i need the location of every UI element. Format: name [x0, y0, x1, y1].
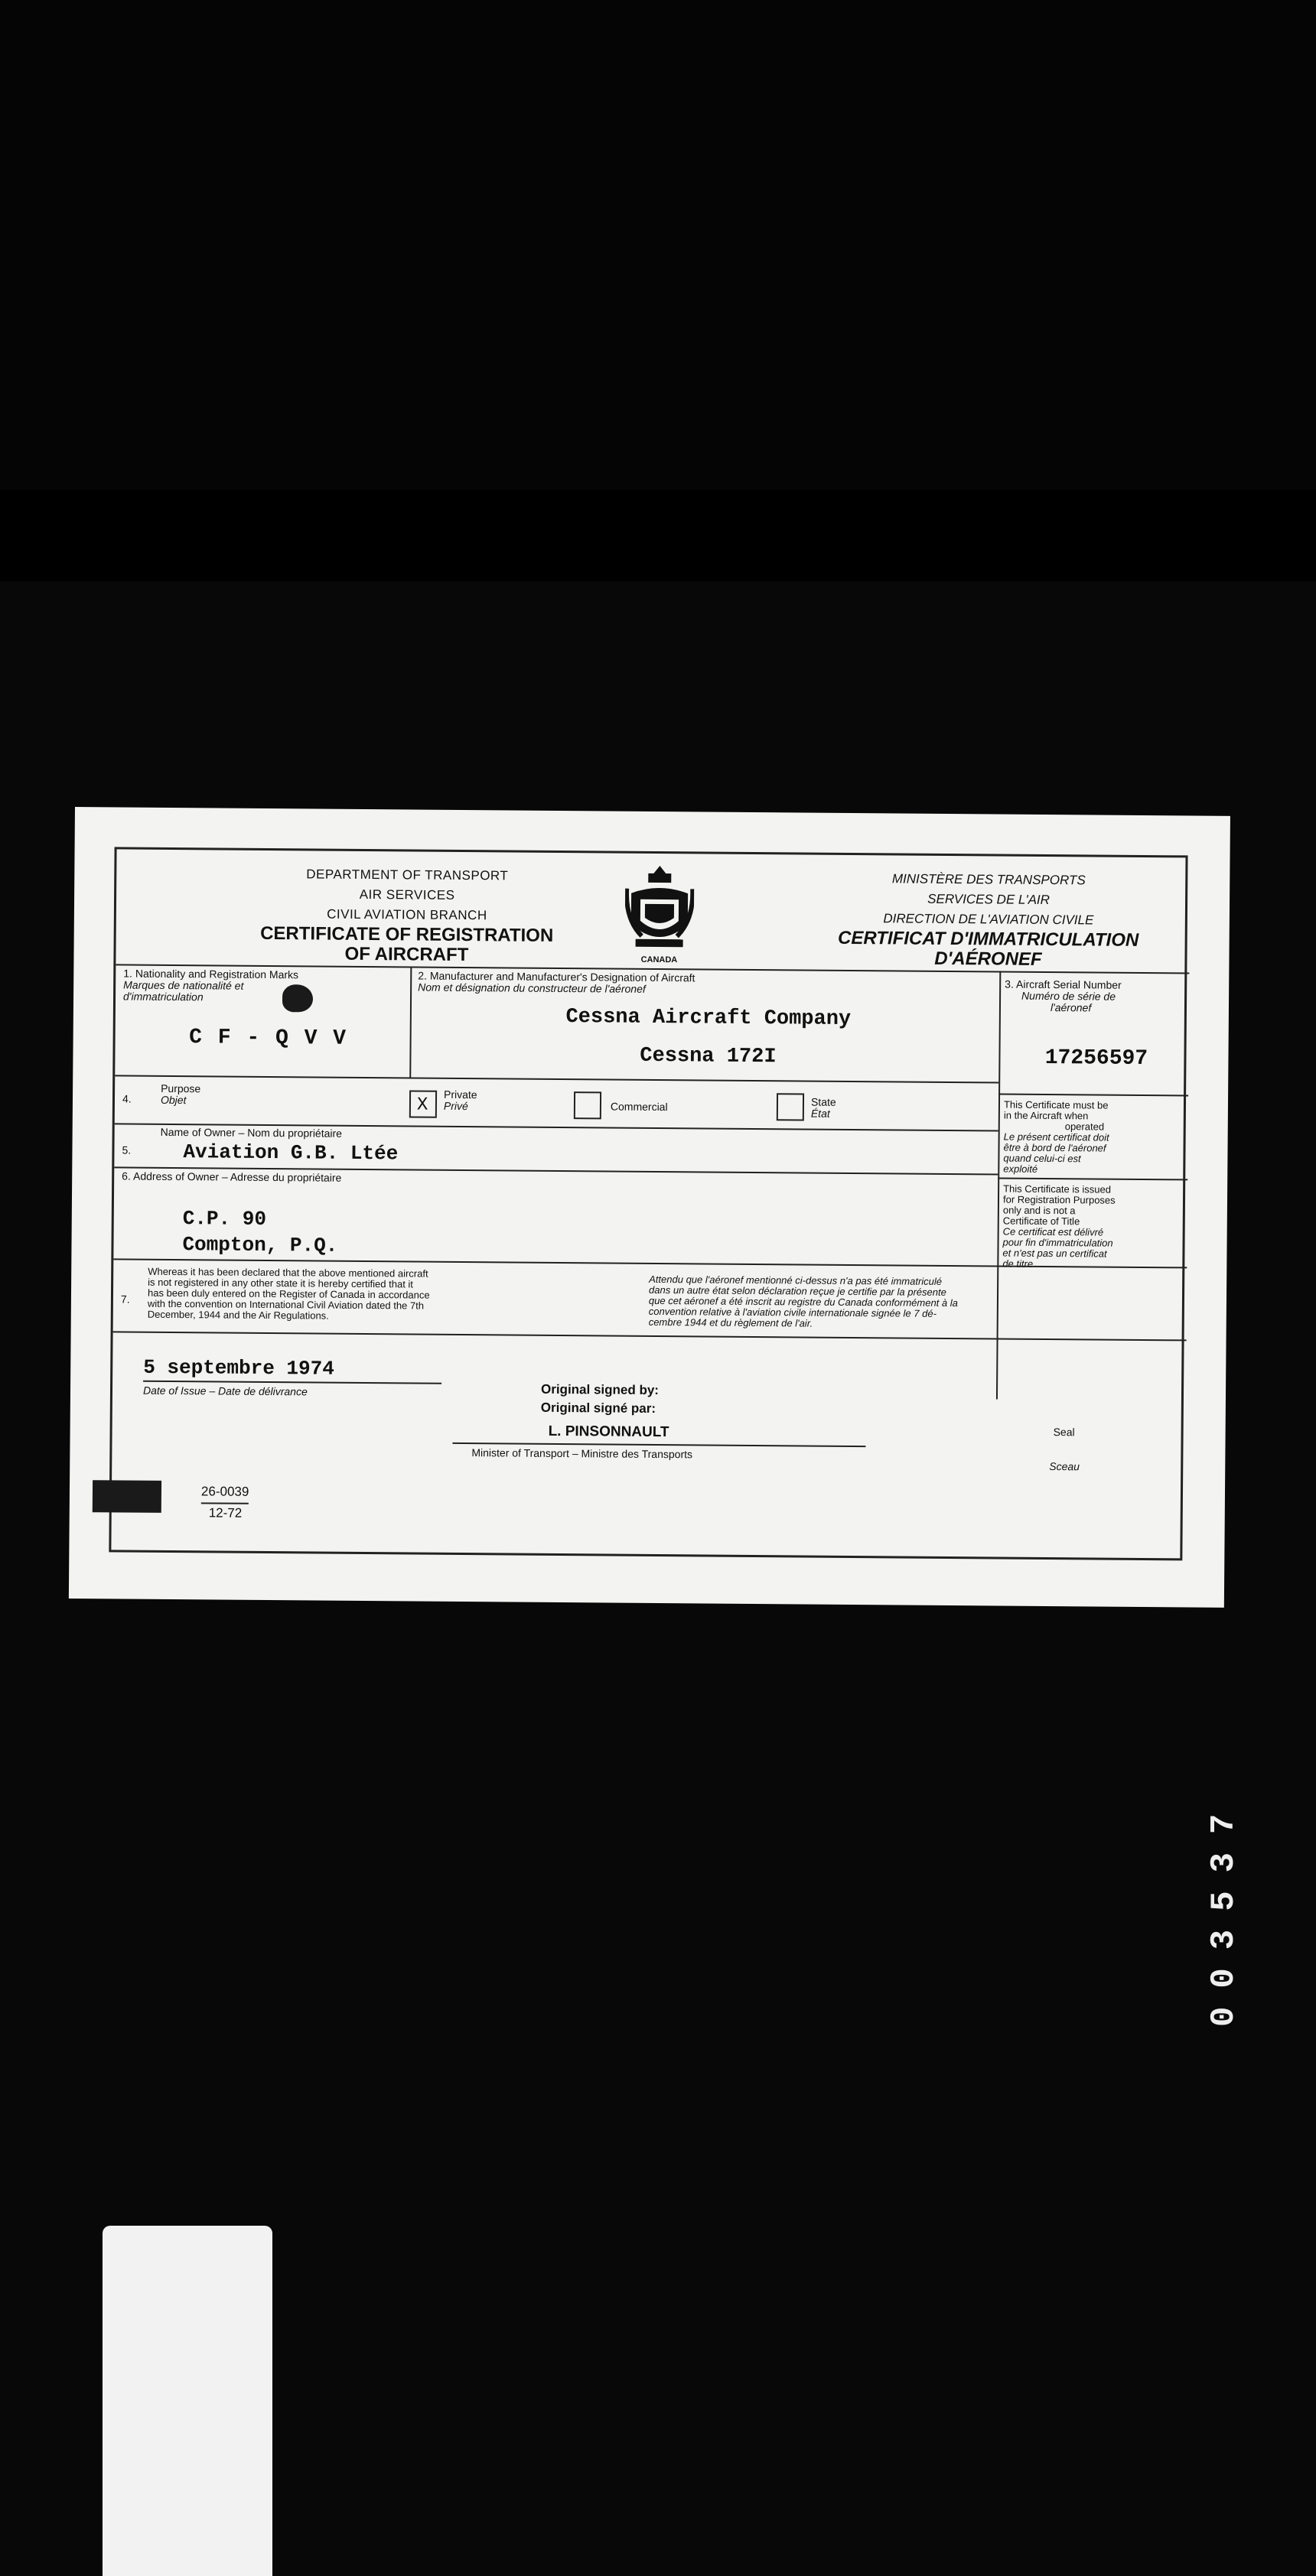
notice2-en-3: only and is not a: [1002, 1204, 1076, 1217]
notice2-en-2: for Registration Purposes: [1002, 1193, 1116, 1206]
declaration-en-2: is not registered in any other state it is hereby certified that it: [148, 1276, 414, 1290]
coat-of-arms-icon: [625, 863, 695, 955]
original-signed: [541, 1381, 659, 1418]
private-label-en: Private: [444, 1088, 477, 1101]
commercial-checkbox[interactable]: [574, 1091, 601, 1119]
notice1-fr-4: exploité: [1003, 1163, 1038, 1175]
field1-label-fr-2: d'immatriculation: [122, 990, 204, 1003]
minister-label: Minister of Transport – Ministre des Transports: [471, 1446, 693, 1461]
notice1-fr-1: Le présent certificat doit: [1003, 1130, 1109, 1143]
notice2-fr-2: pour fin d'immatriculation: [1002, 1236, 1113, 1249]
aircraft-model-value: Cessna 172I: [640, 1044, 777, 1069]
field4-label: [161, 1083, 200, 1106]
row-divider-notice1: [998, 1093, 1188, 1096]
redaction-block: [93, 1480, 161, 1513]
owner-address-line-1: C.P. 90: [182, 1207, 267, 1231]
en-branch: CIVIL AVIATION BRANCH: [327, 906, 487, 923]
field3-label-en: Aircraft Serial Number: [1015, 977, 1122, 991]
private-label: [444, 1089, 477, 1112]
notice-not-title: [1002, 1184, 1183, 1271]
notice1-fr-2: être à bord de l'aéronef: [1003, 1141, 1106, 1154]
col-divider-right: [996, 971, 1001, 1399]
film-frame-number: 003537: [1205, 1795, 1243, 2027]
fr-title-line-2: D'AÉRONEF: [934, 948, 1042, 970]
field2-label-en: Manufacturer and Manufacturer's Designation of Aircraft: [429, 969, 695, 984]
film-leader-block: [103, 2226, 272, 2576]
registration-certificate: [69, 807, 1230, 1608]
notice1-en-2: in the Aircraft when: [1003, 1109, 1089, 1122]
signer-name: L. PINSONNAULT: [548, 1423, 669, 1441]
declaration-en-3: has been duly entered on the Register of Canada in accordance: [147, 1286, 430, 1301]
declaration-en-4: with the convention on International Civil Aviation dated the 7th: [147, 1297, 425, 1312]
fr-department: MINISTÈRE DES TRANSPORTS: [891, 871, 1086, 888]
en-title-line-2: OF AIRCRAFT: [344, 943, 469, 966]
fr-branch: DIRECTION DE L'AVIATION CIVILE: [883, 911, 1094, 928]
notice1-en-3: operated: [1064, 1120, 1105, 1133]
field2-number: 2.: [418, 969, 428, 982]
seal-label-fr: Sceau: [1049, 1460, 1080, 1473]
declaration-english: [148, 1267, 623, 1324]
notice2-fr-1: Ce certificat est délivré: [1002, 1225, 1104, 1238]
private-checkbox[interactable]: [409, 1090, 437, 1117]
state-label-en: State: [810, 1095, 836, 1108]
declaration-fr-1: Attendu que l'aéronef mentionné ci-dessus n'a pas été immatriculé: [649, 1273, 943, 1287]
issue-date-label: Date of Issue – Date de délivrance: [142, 1384, 308, 1398]
field3-label-fr-2: l'aéronef: [1050, 1001, 1092, 1014]
film-band-upper: [0, 0, 1316, 490]
declaration-fr-2: dans un autre état selon déclaration reçue je certifie par la présente: [649, 1283, 946, 1298]
fr-services: SERVICES DE L'AIR: [927, 891, 1051, 908]
notice2-en-1: This Certificate is issued: [1003, 1182, 1112, 1195]
commercial-label: Commercial: [610, 1100, 668, 1114]
field5-number: 5.: [122, 1143, 132, 1156]
en-title-line-1: CERTIFICATE OF REGISTRATION: [260, 922, 554, 946]
manufacturer-value: Cessna Aircraft Company: [565, 1006, 852, 1031]
row-divider-notice2: [998, 1177, 1187, 1180]
field2-label-fr: Nom et désignation du constructeur de l'aéronef: [418, 981, 646, 995]
field1-label-en: Nationality and Registration Marks: [135, 967, 299, 981]
field4-label-fr: Objet: [160, 1093, 187, 1107]
declaration-fr-3: que cet aéronef a été inscrit au registre du Canada conformément à la: [648, 1294, 958, 1309]
field4-label-en: Purpose: [161, 1081, 201, 1095]
field3-label: [1005, 979, 1184, 1015]
notice2-en-4: Certificate of Title: [1002, 1215, 1080, 1228]
form-number: [201, 1482, 249, 1522]
field6-number: 6.: [122, 1169, 131, 1182]
declaration-en-5: December, 1944 and the Air Regulations.: [147, 1308, 329, 1322]
field2-label: [418, 971, 992, 998]
en-services: AIR SERVICES: [359, 886, 455, 903]
owner-name-value: Aviation G.B. Ltée: [183, 1140, 399, 1166]
state-label-fr: État: [810, 1107, 830, 1120]
owner-address-line-2: Compton, P.Q.: [182, 1233, 338, 1257]
field5-label: Name of Owner – Nom du propriétaire: [160, 1125, 343, 1140]
field4-number: 4.: [122, 1092, 132, 1105]
row-divider-purpose-top: [115, 1075, 998, 1083]
declaration-en-1: Whereas it has been declared that the above mentioned aircraft: [148, 1265, 428, 1280]
field6-label: [122, 1170, 341, 1183]
notice2-fr-4: de titre: [1002, 1257, 1034, 1270]
form-revision-value: 12-72: [208, 1505, 243, 1521]
header-french: [804, 868, 1172, 971]
col-divider-1-2: [409, 966, 412, 1077]
fr-title-line-1: CERTIFICAT D'IMMATRICULATION: [837, 927, 1139, 951]
private-label-fr: Privé: [443, 1099, 468, 1113]
declaration-french: [649, 1274, 1170, 1332]
declaration-fr-5: cembre 1944 et du règlement de l'air.: [648, 1316, 813, 1329]
field3-label-fr-1: Numéro de série de: [1021, 989, 1116, 1003]
field3-number: 3.: [1005, 977, 1014, 990]
notice2-fr-3: et n'est pas un certificat: [1002, 1247, 1107, 1260]
form-number-value: 26-0039: [201, 1482, 249, 1504]
state-label: [811, 1097, 836, 1120]
canada-crest: [624, 863, 694, 971]
field6-label-text: Address of Owner – Adresse du propriétaire: [132, 1169, 342, 1184]
field1-label: [123, 968, 406, 1005]
header-english: [238, 864, 575, 966]
serial-number-value: 17256597: [1044, 1046, 1148, 1072]
row-divider-signature-top: [113, 1331, 1187, 1341]
state-checkbox[interactable]: [777, 1093, 804, 1120]
registration-marks-value: C F - Q V V: [189, 1026, 348, 1051]
signed-by-en: Original signed by:: [540, 1381, 660, 1398]
issue-date-line: [143, 1381, 441, 1384]
notice-carry-certificate: [1003, 1100, 1184, 1176]
field1-number: 1.: [123, 967, 133, 980]
issue-date-value: 5 septembre 1974: [143, 1355, 334, 1381]
field7-number: 7.: [120, 1293, 130, 1306]
certificate-frame: [109, 847, 1187, 1560]
signed-by-fr: Original signé par:: [540, 1400, 656, 1416]
owner-address-value: [182, 1205, 337, 1259]
notice1-en-1: This Certificate must be: [1003, 1098, 1109, 1111]
notice1-fr-3: quand celui-ci est: [1003, 1152, 1081, 1165]
film-gap: [0, 490, 1316, 581]
en-department: DEPARTMENT OF TRANSPORT: [306, 867, 509, 883]
seal-label-en: Seal: [1053, 1426, 1075, 1439]
declaration-fr-4: convention relative à l'aviation civile internationale signée le 7 dé-: [648, 1305, 937, 1319]
crest-label: CANADA: [640, 955, 678, 965]
field1-label-fr-1: Marques de nationalité et: [123, 978, 244, 992]
